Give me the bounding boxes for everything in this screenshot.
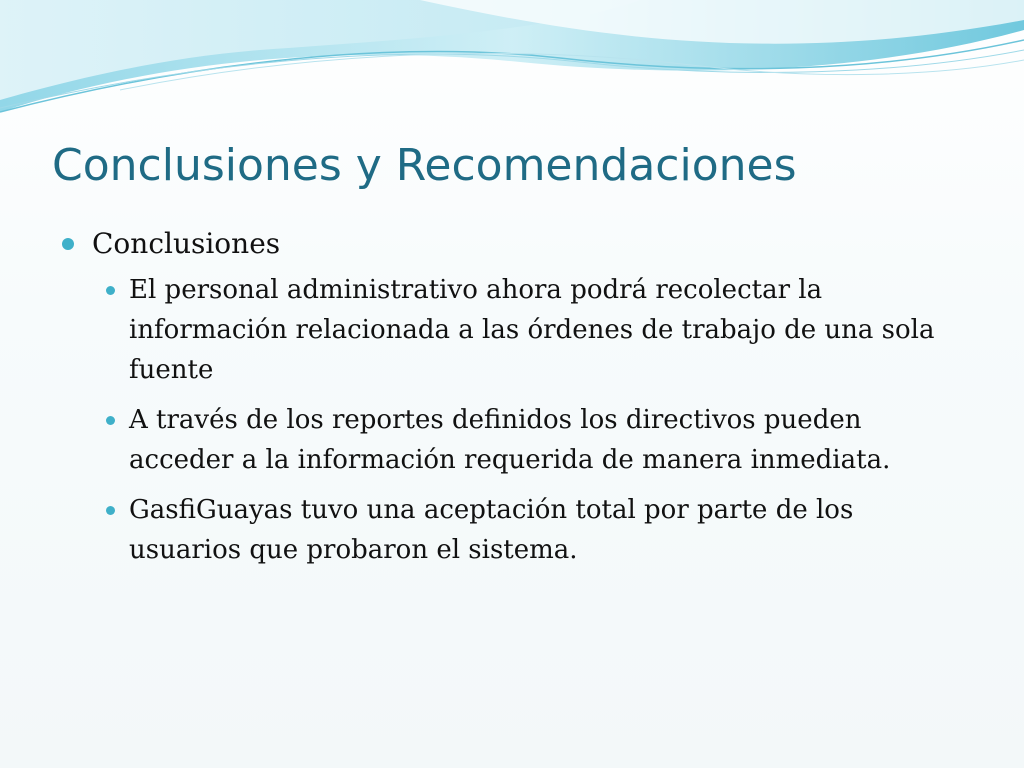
list-item [106,490,962,570]
slide-title: Conclusiones y Recomendaciones [52,140,797,191]
list-item-text: A través de los reportes definidos los directivos pueden acceder a la información requerida de manera inmediata. [129,405,891,475]
list-item-text: El personal administrativo ahora podrá recolectar la información relacionada a las órdenes de trabajo de una sola fuente [129,275,935,385]
bullet-dot-icon [106,286,115,295]
bullet-level1 [62,222,962,266]
sub-bullet-list [106,270,962,570]
list-item [106,270,962,390]
wave-header-decoration [0,0,1024,130]
list-item-text: GasfiGuayas tuvo una aceptación total por parte de los usuarios que probaron el sistema. [129,495,854,565]
section-heading: Conclusiones [92,227,281,260]
slide-body [62,222,962,580]
bullet-dot-icon [62,238,74,250]
list-item [106,400,962,480]
bullet-dot-icon [106,506,115,515]
bullet-dot-icon [106,416,115,425]
